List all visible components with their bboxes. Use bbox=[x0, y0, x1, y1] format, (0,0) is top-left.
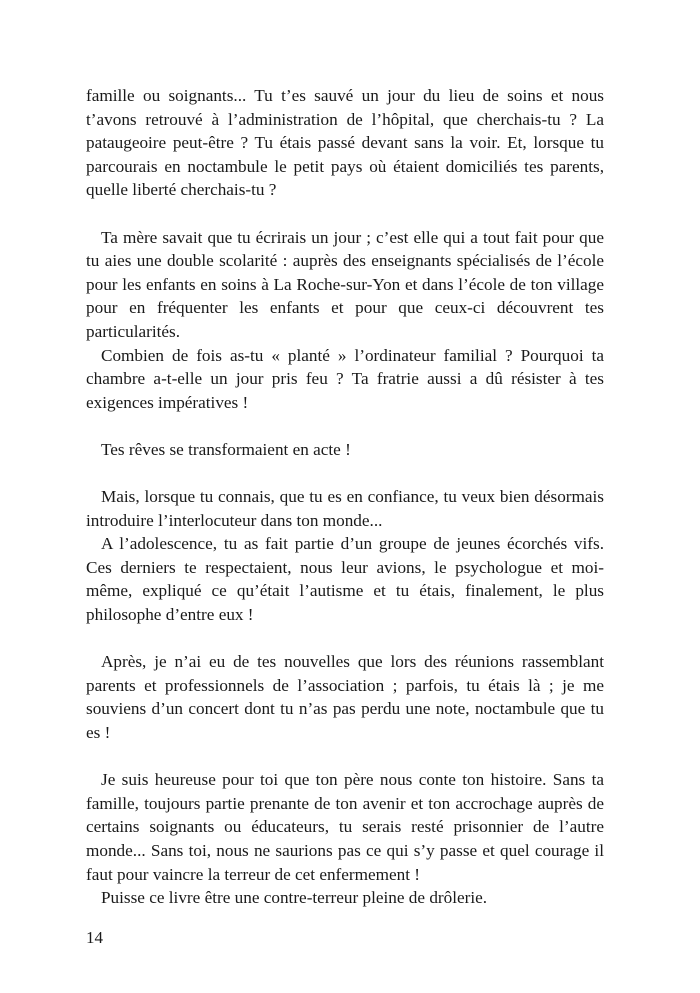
paragraph-9: Puisse ce livre être une contre-terreur pleine de drôlerie. bbox=[101, 888, 488, 908]
paragraph-gap bbox=[86, 462, 604, 486]
paragraph-2: Ta mère savait que tu écrirais un jour ; c’est elle qui a tout fait pour que tu aies une double scolarité : auprès des enseignants spécialisés de l’école pour les enfants en soins à La Roche-sur-Yon et dans l’école de ton village pour en fréquenter les enfants et pour que ceux-ci découvrent tes particularités. bbox=[86, 227, 604, 341]
paragraph-7: Après, je n’ai eu de tes nouvelles que lors des réunions rassemblant parents et professionnels de l’association ; parfois, tu étais là ; je me souviens d’un concert dont tu n’as pas perdu une note, noctambule que tu es ! bbox=[86, 652, 604, 743]
paragraph-6: A l’adolescence, tu as fait partie d’un groupe de jeunes écorchés vifs. Ces derniers te respectaient, nous leur avions, le psychologue et moi-même, expliqué ce qu’était l’autisme et tu étais, finalement, le plus philosophe d’entre eux ! bbox=[86, 534, 604, 625]
page-body bbox=[86, 84, 604, 910]
paragraph-4: Tes rêves se transformaient en acte ! bbox=[101, 439, 351, 459]
paragraph-1: famille ou soignants... Tu t’es sauvé un jour du lieu de soins et nous t’avons retrouvé à l’administration de l’hôpital, que cherchais-tu ? La pataugeoire peut-être ? Tu étais passé devant sans la voir. Et, lorsque tu parcourais en noctambule le petit pays où étaient domiciliés tes parents, quelle liberté cherchais-tu ? bbox=[86, 86, 604, 200]
paragraph-8: Je suis heureuse pour toi que ton père nous conte ton histoire. Sans ta famille, toujours partie prenante de ton avenir et ton accrochage auprès de certains soignants ou éducateurs, tu serais resté prisonnier de l’autre monde... Sans toi, nous ne saurions pas ce qui s’y passe et quel courage il faut pour vaincre la terreur de cet enfermement ! bbox=[86, 770, 604, 884]
page-number: 14 bbox=[86, 928, 103, 947]
paragraph-3: Combien de fois as-tu « planté » l’ordinateur familial ? Pourquoi ta chambre a-t-elle un jour pris feu ? Ta fratrie aussi a dû résister à tes exigences impératives ! bbox=[86, 345, 604, 412]
paragraph-gap bbox=[86, 745, 604, 769]
paragraph-5: Mais, lorsque tu connais, que tu es en confiance, tu veux bien désormais introduire l’interlocuteur dans ton monde... bbox=[86, 487, 604, 530]
paragraph-gap bbox=[86, 202, 604, 226]
paragraph-gap bbox=[86, 627, 604, 651]
paragraph-gap bbox=[86, 414, 604, 438]
